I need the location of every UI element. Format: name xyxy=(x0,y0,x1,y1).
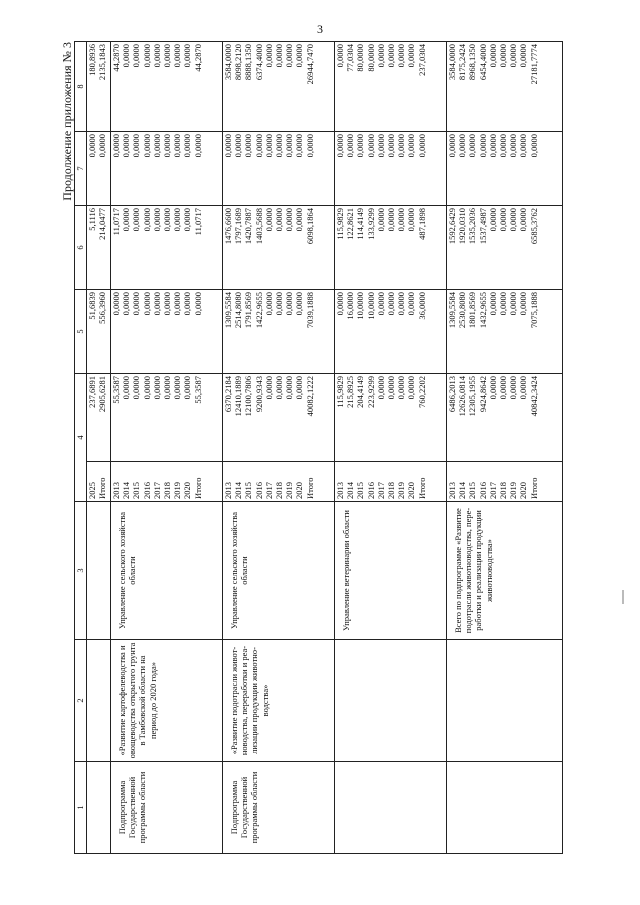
col7-value: 0,0000 xyxy=(141,134,152,158)
col6-value: 115,9829 xyxy=(335,208,345,240)
col4-value: 6486,2013 xyxy=(447,376,457,413)
col4-value: 0,0000 xyxy=(121,376,132,400)
col7-value: 0,0000 xyxy=(162,134,173,158)
col5-value: 7039,1888 xyxy=(304,292,315,329)
col7-value: 0,0000 xyxy=(223,134,233,158)
col4-value: 55,3587 xyxy=(192,376,203,404)
col8-value: 44,2870 xyxy=(111,44,121,72)
col6-value: 122,8621 xyxy=(345,208,356,240)
col6-value: 487,1898 xyxy=(416,208,427,240)
year-cell: 2015 xyxy=(355,482,366,499)
col5-value-stack xyxy=(335,290,447,374)
scan-artifact xyxy=(622,590,624,604)
col8-value: 80,0000 xyxy=(365,44,376,72)
col7-value: 0,0000 xyxy=(274,134,285,158)
col5-value: 0,0000 xyxy=(406,292,417,316)
col4-value: 0,0000 xyxy=(396,376,407,400)
col8-value-stack xyxy=(447,42,563,132)
col5-value: 0,0000 xyxy=(375,292,386,316)
col4-value: 0,0000 xyxy=(294,376,305,400)
col6-value: 214,0477 xyxy=(97,208,108,240)
table-body xyxy=(87,42,563,854)
col7-value: 0,0000 xyxy=(243,134,254,158)
col6-value-stack xyxy=(447,206,563,290)
col6-value: 11,0717 xyxy=(192,208,203,236)
header-col-8: 8 xyxy=(75,42,87,132)
col4-value: 115,9829 xyxy=(335,376,345,408)
year-cell: 2014 xyxy=(233,482,244,499)
appendix-title: Продолжение приложения № 3 xyxy=(60,42,74,201)
col6-value: 0,0000 xyxy=(151,208,162,232)
col6-value: 0,0000 xyxy=(518,208,529,232)
col5-value: 1422,9655 xyxy=(253,292,264,329)
col6-value: 114,4149 xyxy=(355,208,366,240)
program-type-cell xyxy=(87,762,111,854)
landscape-content xyxy=(58,42,633,854)
subprogram-name-cell xyxy=(335,640,447,762)
col7-value: 0,0000 xyxy=(487,134,498,158)
year-cell: 2015 xyxy=(131,482,142,499)
col7-value: 0,0000 xyxy=(131,134,142,158)
col4-value: 0,0000 xyxy=(131,376,142,400)
col4-value: 40842,3424 xyxy=(528,376,539,417)
col4-value: 40082,1222 xyxy=(304,376,315,417)
executor-cell: Управление сельского хозяйства области xyxy=(111,502,223,640)
year-cell-stack xyxy=(335,462,447,502)
col5-value: 16,0000 xyxy=(345,292,356,320)
table-block-row xyxy=(223,42,335,854)
col4-value: 0,0000 xyxy=(151,376,162,400)
col7-value: 0,0000 xyxy=(172,134,183,158)
col6-value: 6585,3762 xyxy=(528,208,539,245)
col6-value: 1535,2036 xyxy=(467,208,478,245)
year-cell: 2013 xyxy=(111,482,121,499)
col8-value: 44,2870 xyxy=(192,44,203,72)
col6-value: 0,0000 xyxy=(172,208,183,232)
col7-value: 0,0000 xyxy=(416,134,427,158)
col5-value: 0,0000 xyxy=(192,292,203,316)
col8-value: 0,0000 xyxy=(386,44,397,68)
header-row xyxy=(75,42,87,854)
col8-value: 80,0000 xyxy=(355,44,366,72)
col4-value: 0,0000 xyxy=(487,376,498,400)
col8-value: 2135,1843 xyxy=(97,44,108,81)
col8-value: 8968,1350 xyxy=(467,44,478,81)
col4-value: 9200,9343 xyxy=(253,376,264,413)
year-cell: 2014 xyxy=(345,482,356,499)
col8-value: 0,0000 xyxy=(172,44,183,68)
col7-value: 0,0000 xyxy=(396,134,407,158)
table-block-row xyxy=(447,42,563,854)
year-cell: 2020 xyxy=(294,482,305,499)
year-cell: 2017 xyxy=(263,482,274,499)
col4-value: 0,0000 xyxy=(406,376,417,400)
col7-value: 0,0000 xyxy=(477,134,488,158)
executor-cell: Управление сельского хозяйства области xyxy=(223,502,335,640)
year-cell: 2019 xyxy=(172,482,183,499)
col5-value: 0,0000 xyxy=(263,292,274,316)
col6-value: 1592,6429 xyxy=(447,208,457,245)
col8-value: 0,0000 xyxy=(487,44,498,68)
col4-value: 0,0000 xyxy=(162,376,173,400)
col6-value: 11,0717 xyxy=(111,208,121,236)
col5-value: 10,0000 xyxy=(355,292,366,320)
col5-value: 10,0000 xyxy=(365,292,376,320)
year-cell: 2020 xyxy=(182,482,193,499)
year-cell: 2015 xyxy=(243,482,254,499)
col8-value: 8888,1350 xyxy=(243,44,254,81)
col4-value-stack xyxy=(335,374,447,462)
col6-value: 1403,5688 xyxy=(253,208,264,245)
col7-value-stack xyxy=(87,132,111,206)
col6-value-stack xyxy=(87,206,111,290)
budget-table xyxy=(74,41,563,854)
col8-value: 0,0000 xyxy=(141,44,152,68)
col7-value: 0,0000 xyxy=(294,134,305,158)
col8-value: 0,0000 xyxy=(182,44,193,68)
col8-value: 6454,4000 xyxy=(477,44,488,81)
year-cell: 2018 xyxy=(274,482,285,499)
col8-value: 0,0000 xyxy=(498,44,509,68)
col4-value: 0,0000 xyxy=(284,376,295,400)
subprogram-name-cell: «Развитие картофелеводства и овощеводства открытого грунта в Тамбовской области на период до 2020 года» xyxy=(111,640,223,762)
col4-value: 223,9299 xyxy=(365,376,376,408)
col8-value: 0,0000 xyxy=(375,44,386,68)
year-cell: 2017 xyxy=(487,482,498,499)
year-cell: Итого xyxy=(192,477,203,499)
col6-value: 1420,7887 xyxy=(243,208,254,245)
col8-value: 0,0000 xyxy=(294,44,305,68)
col6-value: 0,0000 xyxy=(131,208,142,232)
col7-value: 0,0000 xyxy=(111,134,121,158)
col8-value: 0,0000 xyxy=(335,44,345,68)
col8-value: 0,0000 xyxy=(162,44,173,68)
program-type-cell: Подпрограмма Государственной программы области xyxy=(223,762,335,854)
col6-value: 0,0000 xyxy=(498,208,509,232)
col7-value: 0,0000 xyxy=(121,134,132,158)
col4-value: 0,0000 xyxy=(518,376,529,400)
year-cell: 2015 xyxy=(467,482,478,499)
col5-value: 36,0000 xyxy=(416,292,427,320)
col5-value: 7075,1888 xyxy=(528,292,539,329)
header-col-1: 1 xyxy=(75,762,87,854)
col6-value: 0,0000 xyxy=(182,208,193,232)
col7-value: 0,0000 xyxy=(97,134,108,158)
col4-value: 0,0000 xyxy=(498,376,509,400)
program-type-cell xyxy=(447,762,563,854)
col5-value: 1801,8569 xyxy=(467,292,478,329)
col4-value-stack xyxy=(87,374,111,462)
col8-value: 0,0000 xyxy=(508,44,519,68)
subprogram-name-cell: «Развитие подотрасли живот-новодства, переработки и реа-лизации продукции животно-водства» xyxy=(223,640,335,762)
col6-value: 0,0000 xyxy=(162,208,173,232)
year-cell: 2020 xyxy=(406,482,417,499)
col5-value: 0,0000 xyxy=(172,292,183,316)
col6-value: 5,1116 xyxy=(87,208,97,231)
col7-value: 0,0000 xyxy=(406,134,417,158)
col7-value-stack xyxy=(335,132,447,206)
year-cell-stack xyxy=(111,462,223,502)
col4-value: 6370,2184 xyxy=(223,376,233,413)
col8-value: 180,8936 xyxy=(87,44,97,76)
year-cell: 2017 xyxy=(151,482,162,499)
col5-value: 0,0000 xyxy=(121,292,132,316)
col6-value: 0,0000 xyxy=(274,208,285,232)
col7-value: 0,0000 xyxy=(365,134,376,158)
col8-value: 0,0000 xyxy=(263,44,274,68)
year-cell: 2016 xyxy=(477,482,488,499)
header-col-5: 5 xyxy=(75,290,87,374)
year-cell: 2017 xyxy=(375,482,386,499)
col4-value: 0,0000 xyxy=(172,376,183,400)
col8-value-stack xyxy=(87,42,111,132)
year-cell-stack xyxy=(87,462,111,502)
col6-value: 1797,1689 xyxy=(233,208,244,245)
col5-value-stack xyxy=(447,290,563,374)
col5-value: 0,0000 xyxy=(274,292,285,316)
year-cell: Итого xyxy=(416,477,427,499)
col4-value: 0,0000 xyxy=(182,376,193,400)
col5-value: 1791,8569 xyxy=(243,292,254,329)
col7-value-stack xyxy=(111,132,223,206)
year-cell-stack xyxy=(447,462,563,502)
col7-value: 0,0000 xyxy=(508,134,519,158)
col6-value-stack xyxy=(111,206,223,290)
col5-value: 0,0000 xyxy=(162,292,173,316)
col5-value: 0,0000 xyxy=(151,292,162,316)
col7-value: 0,0000 xyxy=(182,134,193,158)
col5-value: 0,0000 xyxy=(508,292,519,316)
col7-value: 0,0000 xyxy=(386,134,397,158)
year-cell: 2016 xyxy=(141,482,152,499)
col5-value: 556,3960 xyxy=(97,292,108,324)
col5-value: 0,0000 xyxy=(498,292,509,316)
col7-value: 0,0000 xyxy=(518,134,529,158)
col4-value: 215,8925 xyxy=(345,376,356,408)
col6-value: 0,0000 xyxy=(508,208,519,232)
col6-value-stack xyxy=(223,206,335,290)
year-cell: 2019 xyxy=(508,482,519,499)
year-cell: Итого xyxy=(528,477,539,499)
year-cell: 2013 xyxy=(335,482,345,499)
col7-value: 0,0000 xyxy=(457,134,468,158)
col5-value-stack xyxy=(87,290,111,374)
col8-value: 0,0000 xyxy=(131,44,142,68)
col4-value: 0,0000 xyxy=(141,376,152,400)
header-col-2: 2 xyxy=(75,640,87,762)
table-block-row xyxy=(87,42,111,854)
col8-value: 3584,0000 xyxy=(447,44,457,81)
program-type-cell xyxy=(335,762,447,854)
year-cell: 2013 xyxy=(447,482,457,499)
col4-value: 0,0000 xyxy=(274,376,285,400)
year-cell: 2025 xyxy=(87,482,97,499)
col8-value: 77,0304 xyxy=(345,44,356,72)
col8-value: 0,0000 xyxy=(518,44,529,68)
col6-value: 0,0000 xyxy=(375,208,386,232)
col4-value: 237,6891 xyxy=(87,376,97,408)
col6-value: 0,0000 xyxy=(294,208,305,232)
col7-value: 0,0000 xyxy=(263,134,274,158)
col7-value: 0,0000 xyxy=(375,134,386,158)
year-cell: Итого xyxy=(97,477,108,499)
year-cell: 2018 xyxy=(498,482,509,499)
col7-value: 0,0000 xyxy=(87,134,97,158)
col5-value: 1309,5584 xyxy=(447,292,457,329)
year-cell: 2016 xyxy=(253,482,264,499)
header-col-4: 4 xyxy=(75,374,87,502)
col5-value-stack xyxy=(223,290,335,374)
col4-value: 55,3587 xyxy=(111,376,121,404)
col4-value: 204,4149 xyxy=(355,376,366,408)
col7-value: 0,0000 xyxy=(192,134,203,158)
col5-value: 2514,8080 xyxy=(233,292,244,329)
col6-value: 0,0000 xyxy=(121,208,132,232)
col5-value: 0,0000 xyxy=(335,292,345,316)
col6-value: 0,0000 xyxy=(141,208,152,232)
col7-value: 0,0000 xyxy=(355,134,366,158)
col6-value: 1476,6600 xyxy=(223,208,233,245)
subprogram-name-cell xyxy=(87,640,111,762)
col5-value: 0,0000 xyxy=(284,292,295,316)
col4-value: 12626,0814 xyxy=(457,376,468,417)
executor-cell: Всего по подпрограмме «Развитие подотрасли животноводства, пере-работки и реализации продукции животноводства» xyxy=(447,502,563,640)
col8-value-stack xyxy=(335,42,447,132)
header-col-6: 6 xyxy=(75,206,87,290)
col5-value-stack xyxy=(111,290,223,374)
col7-value: 0,0000 xyxy=(447,134,457,158)
col8-value: 3584,0000 xyxy=(223,44,233,81)
col8-value: 237,0304 xyxy=(416,44,427,76)
col7-value: 0,0000 xyxy=(528,134,539,158)
col6-value: 0,0000 xyxy=(406,208,417,232)
header-col-3: 3 xyxy=(75,502,87,640)
col8-value: 26944,7470 xyxy=(304,44,315,85)
year-cell: Итого xyxy=(304,477,315,499)
col5-value: 0,0000 xyxy=(396,292,407,316)
col6-value: 0,0000 xyxy=(284,208,295,232)
col8-value: 27181,7774 xyxy=(528,44,539,85)
col6-value: 1537,4987 xyxy=(477,208,488,245)
year-cell: 2013 xyxy=(223,482,233,499)
year-cell: 2018 xyxy=(386,482,397,499)
year-cell: 2020 xyxy=(518,482,529,499)
col4-value: 9424,8642 xyxy=(477,376,488,413)
col5-value: 0,0000 xyxy=(518,292,529,316)
year-cell-stack xyxy=(223,462,335,502)
year-cell: 2016 xyxy=(365,482,376,499)
col4-value: 0,0000 xyxy=(263,376,274,400)
col8-value: 0,0000 xyxy=(121,44,132,68)
col6-value: 6098,1864 xyxy=(304,208,315,245)
col7-value-stack xyxy=(223,132,335,206)
col5-value: 0,0000 xyxy=(111,292,121,316)
col7-value: 0,0000 xyxy=(284,134,295,158)
col5-value: 51,6839 xyxy=(87,292,97,320)
rotated-page-area xyxy=(58,42,633,854)
col5-value: 0,0000 xyxy=(182,292,193,316)
col8-value: 8175,2424 xyxy=(457,44,468,81)
col8-value: 0,0000 xyxy=(274,44,285,68)
col6-value: 0,0000 xyxy=(386,208,397,232)
header-col-7: 7 xyxy=(75,132,87,206)
col7-value: 0,0000 xyxy=(233,134,244,158)
program-type-cell: Подпрограмма Государственной программы области xyxy=(111,762,223,854)
col7-value: 0,0000 xyxy=(151,134,162,158)
col8-value: 0,0000 xyxy=(396,44,407,68)
executor-cell: Управление ветеринарии области xyxy=(335,502,447,640)
col4-value: 12100,7806 xyxy=(243,376,254,417)
col8-value: 8098,2120 xyxy=(233,44,244,81)
col4-value: 0,0000 xyxy=(386,376,397,400)
col7-value: 0,0000 xyxy=(345,134,356,158)
subprogram-name-cell xyxy=(447,640,563,762)
col6-value: 133,9299 xyxy=(365,208,376,240)
col5-value: 1309,5584 xyxy=(223,292,233,329)
col5-value: 1432,9655 xyxy=(477,292,488,329)
col6-value: 1920,0310 xyxy=(457,208,468,245)
col4-value: 0,0000 xyxy=(375,376,386,400)
year-cell: 2018 xyxy=(162,482,173,499)
col5-value: 0,0000 xyxy=(487,292,498,316)
col7-value-stack xyxy=(447,132,563,206)
col8-value: 6374,4000 xyxy=(253,44,264,81)
col7-value: 0,0000 xyxy=(304,134,315,158)
col4-value: 0,0000 xyxy=(508,376,519,400)
executor-cell xyxy=(87,502,111,640)
year-cell: 2014 xyxy=(457,482,468,499)
col5-value: 0,0000 xyxy=(131,292,142,316)
col6-value-stack xyxy=(335,206,447,290)
col8-value-stack xyxy=(111,42,223,132)
col4-value: 2905,6281 xyxy=(97,376,108,413)
col7-value: 0,0000 xyxy=(253,134,264,158)
col4-value-stack xyxy=(223,374,335,462)
col5-value: 0,0000 xyxy=(386,292,397,316)
col4-value-stack xyxy=(447,374,563,462)
table-block-row xyxy=(111,42,223,854)
col6-value: 0,0000 xyxy=(263,208,274,232)
col7-value: 0,0000 xyxy=(467,134,478,158)
col7-value: 0,0000 xyxy=(498,134,509,158)
col6-value: 0,0000 xyxy=(487,208,498,232)
year-cell: 2019 xyxy=(284,482,295,499)
year-cell: 2019 xyxy=(396,482,407,499)
year-cell: 2014 xyxy=(121,482,132,499)
col4-value: 12410,1889 xyxy=(233,376,244,417)
col4-value: 760,2202 xyxy=(416,376,427,408)
table-block-row xyxy=(335,42,447,854)
col8-value: 0,0000 xyxy=(151,44,162,68)
col5-value: 0,0000 xyxy=(294,292,305,316)
col8-value: 0,0000 xyxy=(406,44,417,68)
col8-value-stack xyxy=(223,42,335,132)
col5-value: 2530,8080 xyxy=(457,292,468,329)
col5-value: 0,0000 xyxy=(141,292,152,316)
col4-value: 12305,1955 xyxy=(467,376,478,417)
col4-value-stack xyxy=(111,374,223,462)
col8-value: 0,0000 xyxy=(284,44,295,68)
col6-value: 0,0000 xyxy=(396,208,407,232)
page-number: 3 xyxy=(317,22,323,36)
col7-value: 0,0000 xyxy=(335,134,345,158)
